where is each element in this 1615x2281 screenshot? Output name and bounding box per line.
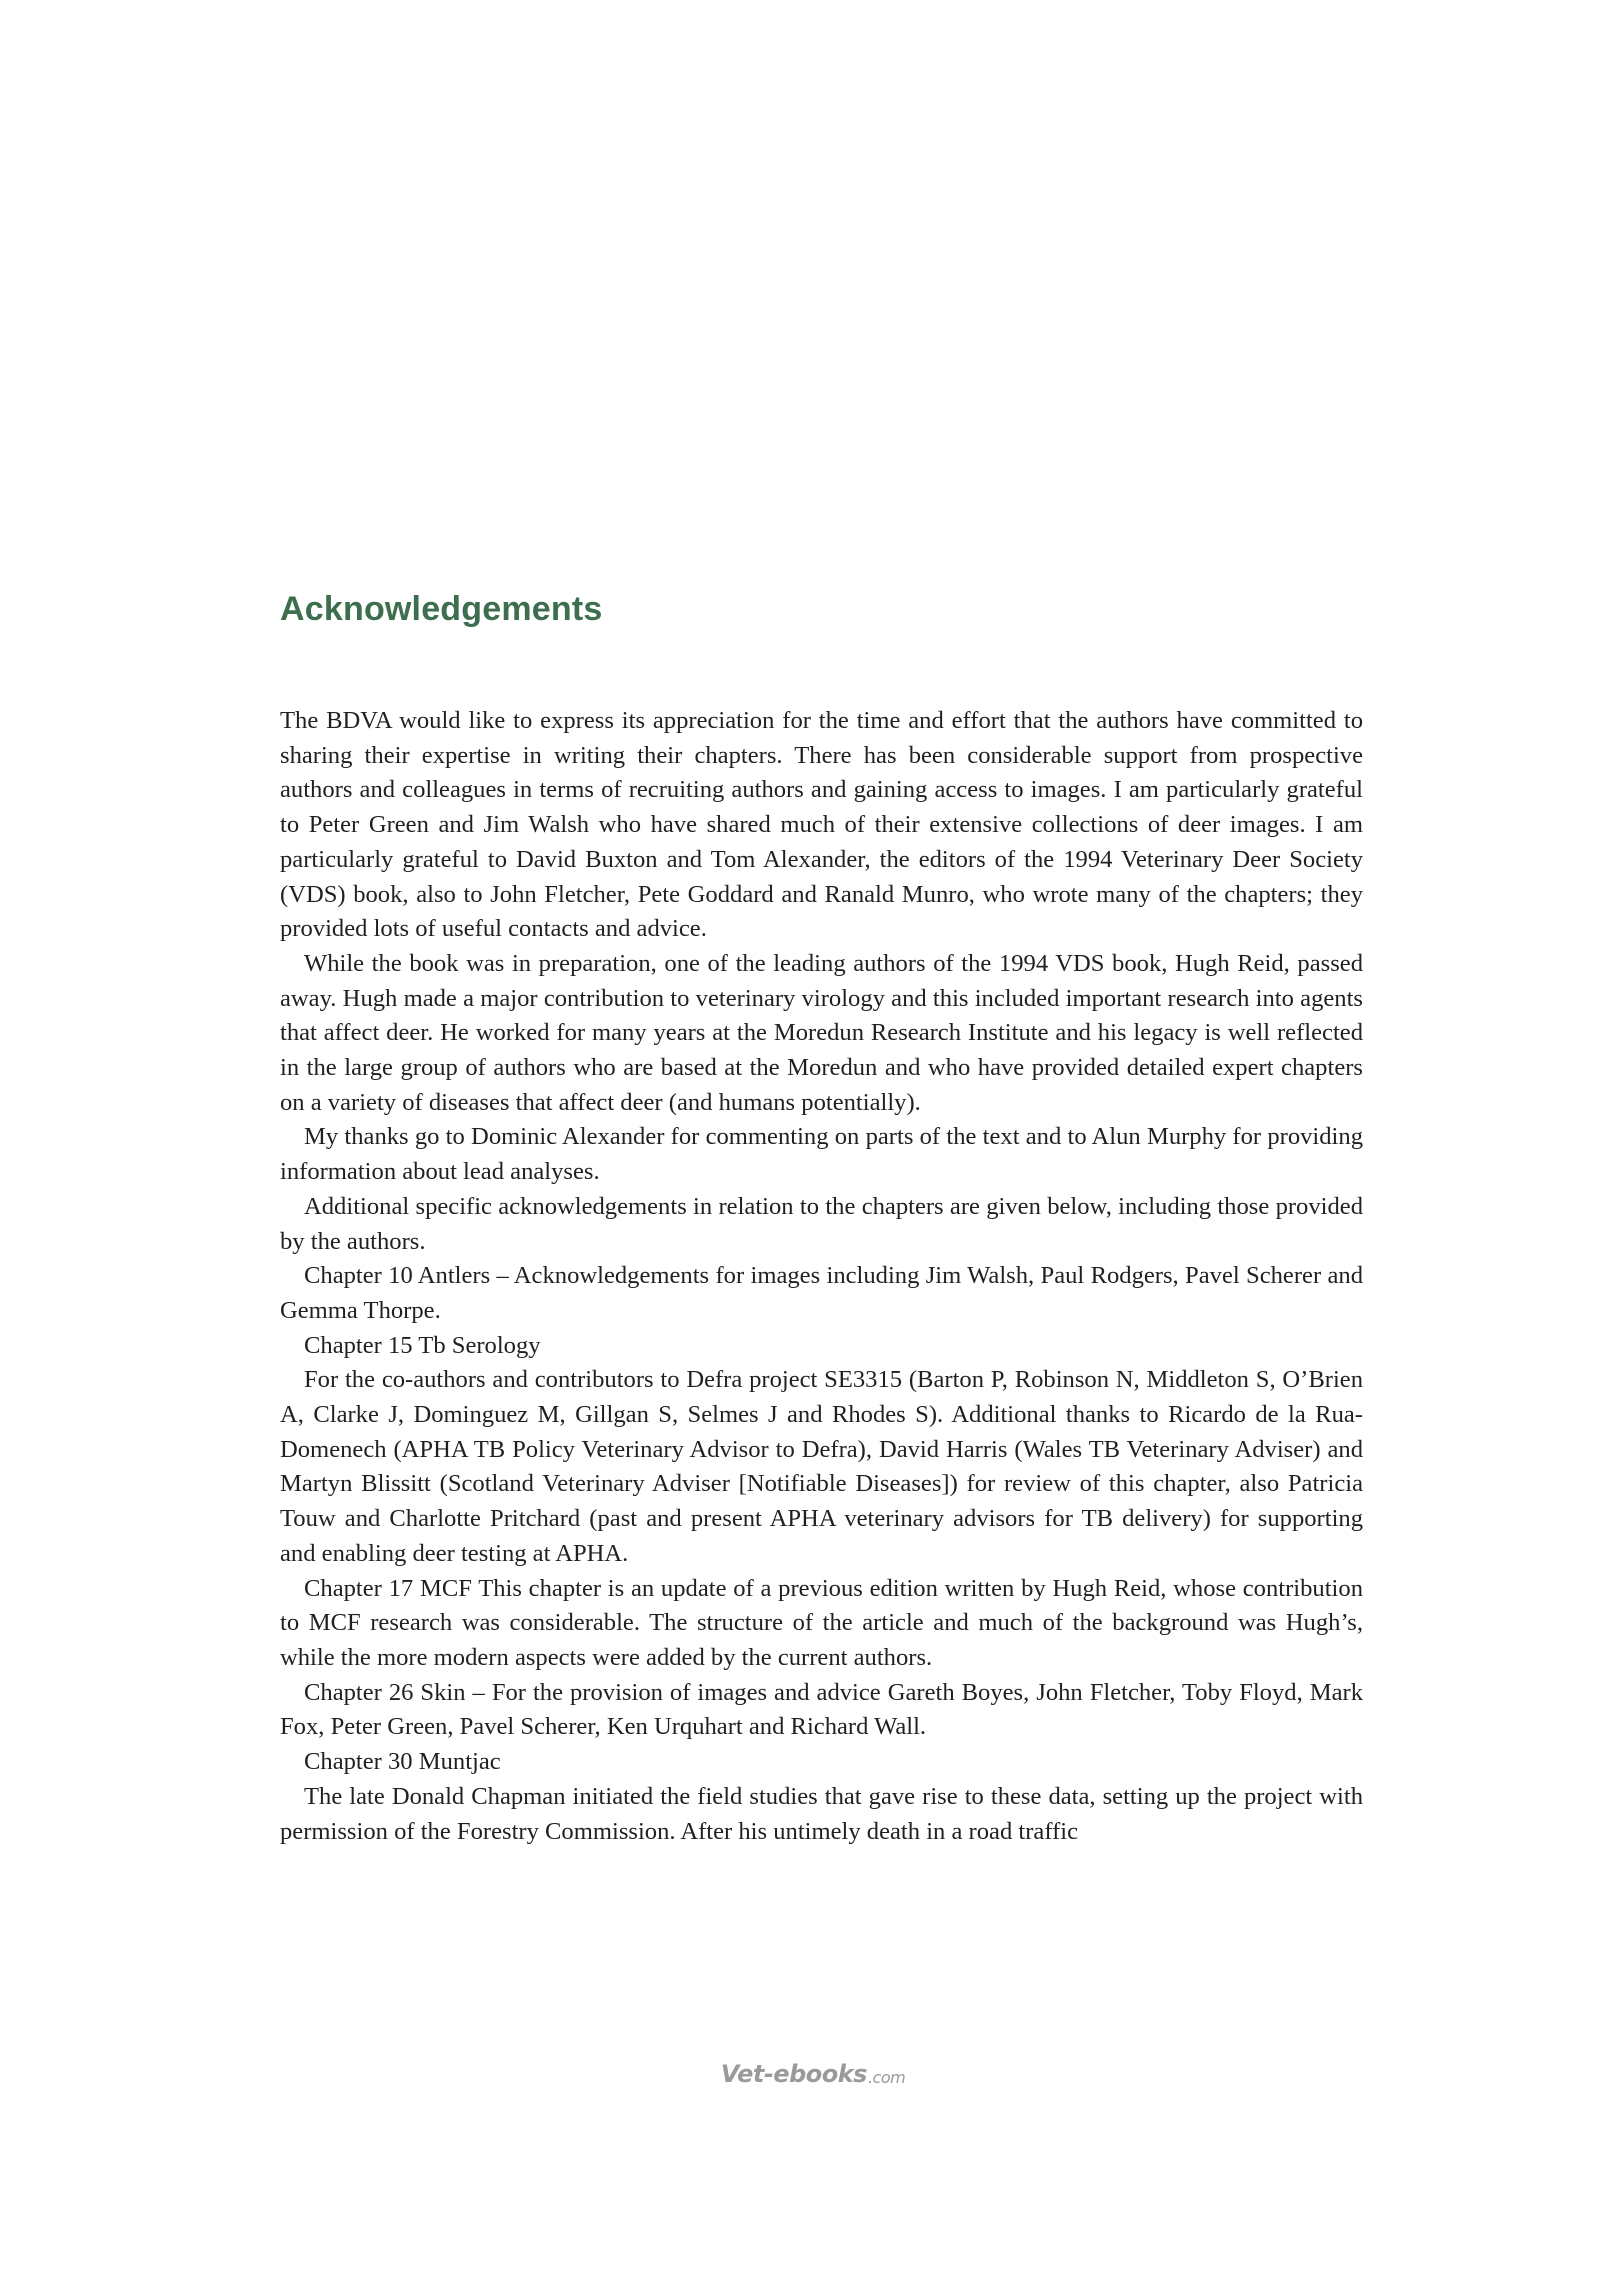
paragraph: Additional specific acknowledgements in relation to the chapters are given below, including those provided by the authors. — [280, 1192, 1363, 1255]
paragraph: Chapter 10 Antlers – Acknowledgements for images including Jim Walsh, Paul Rodgers, Pavel Scherer and Gemma Thorpe. — [280, 1262, 1363, 1324]
paragraph: For the co-authors and contributors to Defra project SE3315 (Barton P, Robinson N, Middleton S, O’Brien A, Clarke J, Dominguez M, Gillgan S, Selmes J and Rhodes S). Additional thanks to Ricardo de la Rua-Domenech (APHA TB Policy Veterinary Advisor to Defra), David Harris (Wales TB Veterinary Adviser) and Martyn Blissitt (Scotland Veterinary Adviser [Notifiable Diseases]) for review of this chapter, also Patricia Touw and Charlotte Pritchard (past and present APHA veterinary advisors for TB delivery) for supporting and enabling deer testing at APHA. — [280, 1366, 1363, 1567]
body-text — [280, 704, 1363, 1849]
page-title: Acknowledgements — [280, 590, 603, 628]
paragraph: Chapter 26 Skin – For the provision of images and advice Gareth Boyes, John Fletcher, Toby Floyd, Mark Fox, Peter Green, Pavel Scherer, Ken Urquhart and Richard Wall. — [280, 1678, 1363, 1741]
paragraph: My thanks go to Dominic Alexander for commenting on parts of the text and to Alun Murphy for providing information about lead analyses. — [280, 1123, 1363, 1186]
paragraph: Chapter 15 Tb Serology — [304, 1331, 541, 1359]
watermark-logo — [718, 2054, 908, 2094]
watermark-main: Vet-ebooks — [720, 2060, 867, 2088]
watermark-suffix: .com — [867, 2067, 906, 2087]
paragraph: Chapter 17 MCF This chapter is an update of a previous edition written by Hugh Reid, whose contribution to MCF research was considerable. The structure of the article and much of the background was Hugh’s, while the more modern aspects were added by the current authors. — [280, 1574, 1363, 1671]
paragraph: Chapter 30 Muntjac — [304, 1748, 501, 1776]
paragraph: While the book was in preparation, one of the leading authors of the 1994 VDS book, Hugh Reid, passed away. Hugh made a major contribution to veterinary virology and this included important research into agents that affect deer. He worked for many years at the Moredun Research Institute and his legacy is well reflected in the large group of authors who are based at the Moredun and who have provided detailed expert chapters on a variety of diseases that affect deer (and humans potentially). — [280, 949, 1363, 1116]
paragraph: The BDVA would like to express its appreciation for the time and effort that the authors have committed to sharing their expertise in writing their chapters. There has been considerable support from prospective authors and colleagues in terms of recruiting authors and gaining access to images. I am particularly grateful to Peter Green and Jim Walsh who have shared much of their extensive collections of deer images. I am particularly grateful to David Buxton and Tom Alexander, the editors of the 1994 Veterinary Deer Society (VDS) book, also to John Fletcher, Pete Goddard and Ranald Munro, who wrote many of the chapters; they provided lots of useful contacts and advice. — [280, 707, 1363, 943]
paragraph: The late Donald Chapman initiated the field studies that gave rise to these data, setting up the project with permission of the Forestry Commission. After his untimely death in a road traffic — [280, 1782, 1363, 1845]
